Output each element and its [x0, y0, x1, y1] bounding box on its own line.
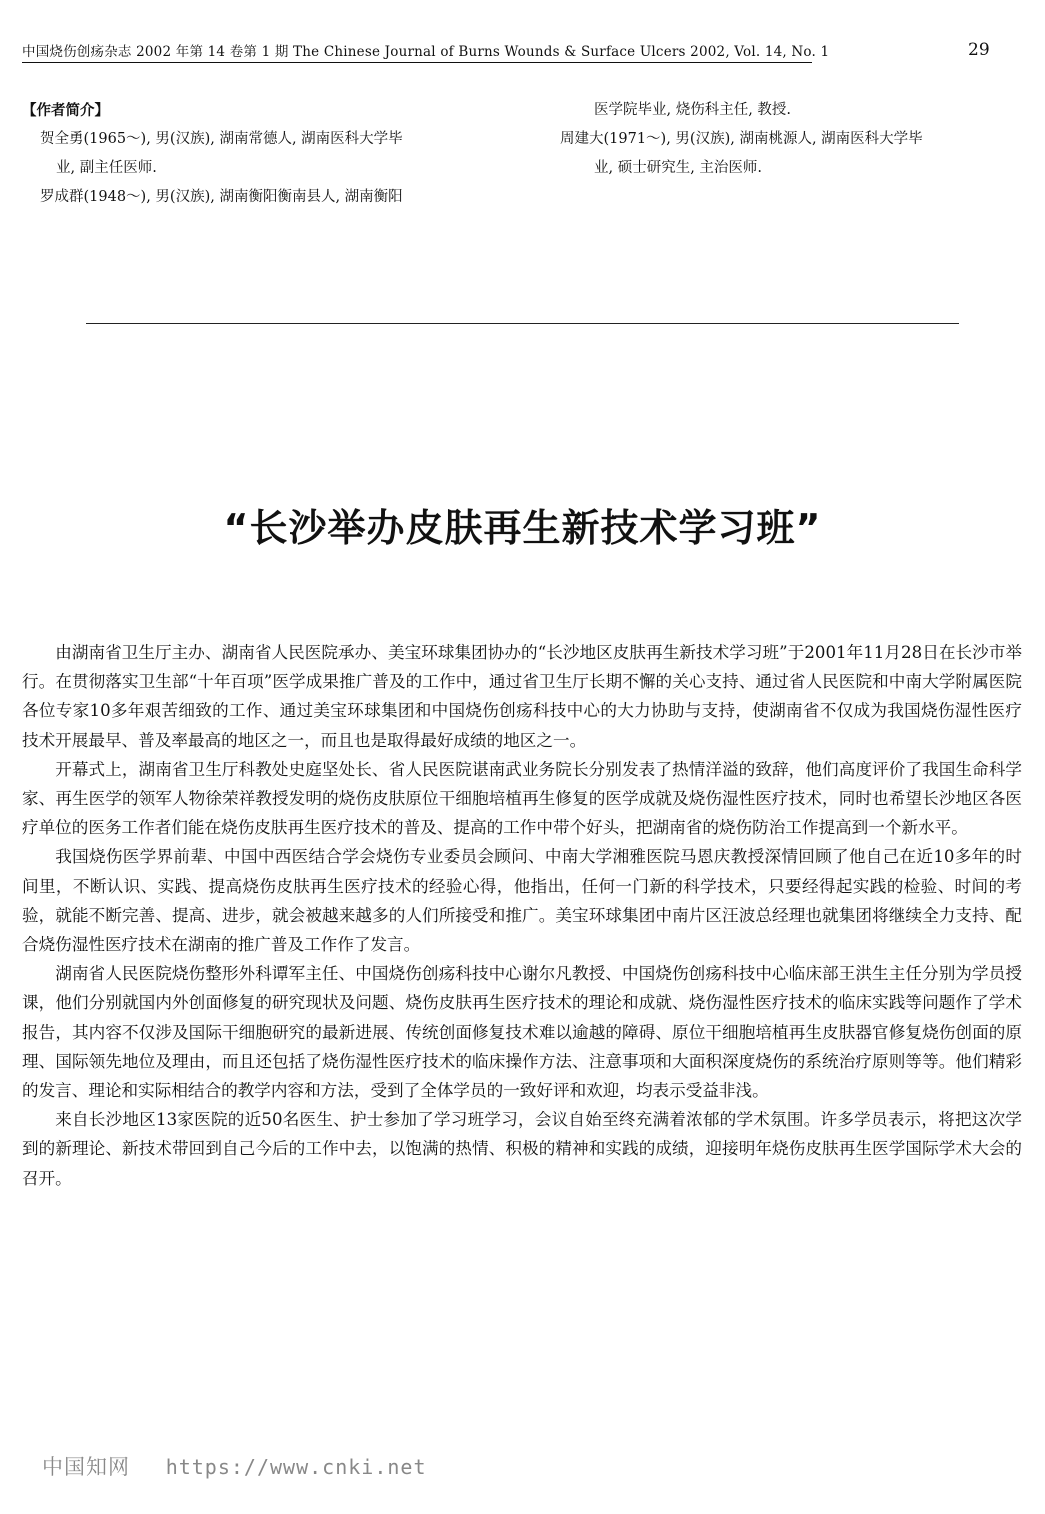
author-bio-line: 周建大(1971～), 男(汉族), 湖南桃源人, 湖南医科大学毕 [560, 131, 923, 147]
footer-url-link[interactable]: https://www.cnki.net [165, 1455, 427, 1479]
article-paragraph: 由湖南省卫生厅主办、湖南省人民医院承办、美宝环球集团协办的“长沙地区皮肤再生新技术学习班”于2001年11月28日在长沙市举行。在贯彻落实卫生部“十年百项”医学成果推广普及的工作中，通过省卫生厅长期不懈的关心支持、通过省人民医院和中南大学附属医院各位专家10多年艰苦细致的工作、通过美宝环球集团和中国烧伤创疡科技中心的大力协助与支持，使湖南省不仅成为我国烧伤湿性医疗技术开展最早、普及率最高的地区之一，而且也是取得最好成绩的地区之一。 [22, 643, 1022, 750]
footer-site-name: 中国知网 [42, 1455, 130, 1479]
author-bio-line: 医学院毕业, 烧伤科主任, 教授. [594, 102, 792, 118]
author-bio-heading: 【作者简介】 [22, 102, 109, 119]
footer-watermark [42, 1451, 427, 1481]
author-bio-line: 业, 硕士研究生, 主治医师. [594, 160, 763, 176]
author-bio-left-column [22, 96, 522, 212]
article-paragraph: 开幕式上，湖南省卫生厅科教处史庭坚处长、省人民医院谌南武业务院长分别发表了热情洋溢的致辞，他们高度评价了我国生命科学家、再生医学的领军人物徐荣祥教授发明的烧伤皮肤原位干细胞培植再生修复的医学成就及烧伤湿性医疗技术，同时也希望长沙地区各医疗单位的医务工作者们能在烧伤皮肤再生医疗技术的普及、提高的工作中带个好头，把湖南省的烧伤防治工作提高到一个新水平。 [22, 759, 1022, 838]
author-bio-line: 罗成群(1948～), 男(汉族), 湖南衡阳衡南县人, 湖南衡阳 [40, 189, 403, 205]
author-bio-line: 贺全勇(1965～), 男(汉族), 湖南常德人, 湖南医科大学毕 [40, 131, 403, 147]
author-bio-line: 业, 副主任医师. [56, 160, 157, 176]
article-paragraph: 湖南省人民医院烧伤整形外科谭军主任、中国烧伤创疡科技中心谢尔凡教授、中国烧伤创疡科技中心临床部王洪生主任分别为学员授课，他们分别就国内外创面修复的研究现状及问题、烧伤皮肤再生医疗技术的理论和成就、烧伤湿性医疗技术的临床实践等问题作了学术报告，其内容不仅涉及国际干细胞研究的最新进展、传统创面修复技术难以逾越的障碍、原位干细胞培植再生皮肤器官修复烧伤创面的原理、国际领先地位及理由，而且还包括了烧伤湿性医疗技术的临床操作方法、注意事项和大面积深度烧伤的系统治疗原则等等。他们精彩的发言、理论和实际相结合的教学内容和方法，受到了全体学员的一致好评和欢迎，均表示受益非浅。 [22, 964, 1022, 1101]
article-title: “长沙举办皮肤再生新技术学习班” [223, 506, 822, 550]
page-number: 29 [968, 40, 990, 60]
article-body [22, 638, 1022, 1193]
author-bio-right-column [560, 96, 1030, 183]
article-paragraph: 我国烧伤医学界前辈、中国中西医结合学会烧伤专业委员会顾问、中南大学湘雅医院马恩庆教授深情回顾了他自己在近10多年的时间里，不断认识、实践、提高烧伤皮肤再生医疗技术的经验心得，他指出，任何一门新的科学技术，只要经得起实践的检验、时间的考验，就能不断完善、提高、进步，就会被越来越多的人们所接受和推广。美宝环球集团中南片区汪波总经理也就集团将继续全力支持、配合烧伤湿性医疗技术在湖南的推广普及工作作了发言。 [22, 847, 1022, 955]
section-divider [86, 323, 959, 324]
journal-header: 中国烧伤创疡杂志 2002 年第 14 卷第 1 期 The Chinese Journal of Burns Wounds & Surface Ulcers 2002, Vol. 14, No. 1 [22, 40, 812, 63]
article-paragraph: 来自长沙地区13家医院的近50名医生、护士参加了学习班学习，会议自始至终充满着浓郁的学术氛围。许多学员表示，将把这次学到的新理论、新技术带回到自己今后的工作中去，以饱满的热情、积极的精神和实践的成绩，迎接明年烧伤皮肤再生医学国际学术大会的召开。 [22, 1110, 1022, 1188]
